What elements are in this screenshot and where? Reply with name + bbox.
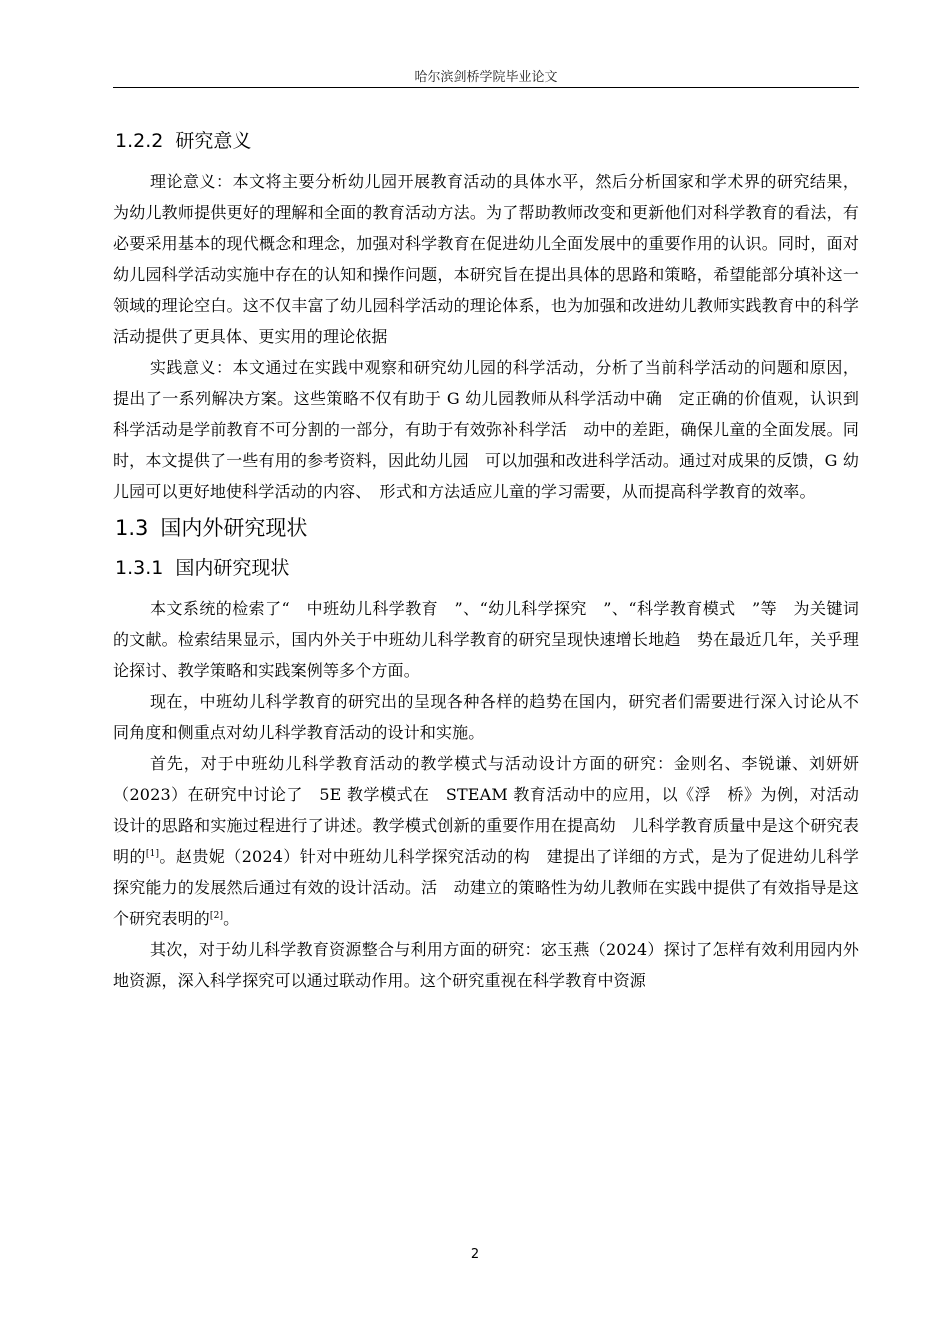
section-title: 国内研究现状: [175, 557, 290, 579]
citation-ref[interactable]: [2]: [209, 911, 224, 921]
paragraph-research-trend: 现在，中班幼儿科学教育的研究出的呈现各种各样的趋势在国内，研究者们需要进行深入讨论从不同角度和侧重点对幼儿科学教育活动的设计和实施。: [113, 692, 859, 742]
section-title: 研究意义: [175, 130, 252, 152]
citation-ref[interactable]: [1]: [145, 849, 160, 859]
paragraph-text: 。赵贵妮（2024）针对中班幼儿科学探究活动的构 建提出了详细的方式，是为了促进幼儿科学探究能力的发展然后通过有效的设计活动。活 动建立的策略性为幼儿教师在实践中提供了有效指导是这个研究表明的: [113, 847, 859, 928]
section-number: 1.3.1: [115, 557, 164, 579]
page-number: 2: [470, 1247, 480, 1262]
section-number: 1.2.2: [115, 130, 164, 152]
section-number: 1.3: [115, 516, 149, 540]
paragraph-theoretical-significance: 理论意义：本文将主要分析幼儿园开展教育活动的具体水平，然后分析国家和学术界的研究结果，为幼儿教师提供更好的理解和全面的教育活动方法。为了帮助教师改变和更新他们对科学教育的看法，有必要采用基本的现代概念和理念，加强对科学教育在促进幼儿全面发展中的重要作用的认识。同时，面对幼儿园科学活动实施中存在的认知和操作问题，本研究旨在提出具体的思路和策略，希望能部分填补这一领域的理论空白。这不仅丰富了幼儿园科学活动的理论体系，也为加强和改进幼儿教师实践教育中的科学活动提供了更具体、更实用的理论依据: [113, 172, 859, 346]
section-heading-1-2-2: [115, 126, 859, 156]
header-rule: [113, 87, 859, 88]
paragraph-literature-search: 本文系统的检索了“ 中班幼儿科学教育 ”、“幼儿科学探究 ”、“科学教育模式 ”等 为关键词的文献。检索结果显示，国内外关于中班幼儿科学教育的研究呈现快速增长地趋 势在最近几年，关乎理论探讨、教学策略和实践案例等多个方面。: [113, 599, 859, 680]
paragraph-text: 首先，对于中班幼儿科学教育活动的教学模式与活动设计方面的研究：金则名、李锐谦、刘妍妍（2023）在研究中讨论了 5E 教学模式在 STEAM 教育活动中的应用，以《浮 桥》为例，对活动设计的思路和实施过程进行了讲述。教学模式创新的重要作用在提高幼 儿科学教育质量中是这个研究表明的: [113, 754, 859, 866]
paragraph-text: 。: [223, 909, 240, 928]
paragraph-resource-integration: 其次，对于幼儿科学教育资源整合与利用方面的研究：宓玉燕（2024）探讨了怎样有效利用园内外地资源，深入科学探究可以通过联动作用。这个研究重视在科学教育中资源: [113, 940, 859, 990]
section-title: 国内外研究现状: [160, 516, 308, 540]
running-header: 哈尔滨剑桥学院毕业论文: [414, 70, 558, 85]
paragraph-practical-significance: 实践意义：本文通过在实践中观察和研究幼儿园的科学活动，分析了当前科学活动的问题和原因，提出了一系列解决方案。这些策略不仅有助于 G 幼儿园教师从科学活动中确 定正确的价值观，认识到科学活动是学前教育不可分割的一部分，有助于有效弥补科学活 动中的差距，确保儿童的全面发展。同时，本文提供了一些有用的参考资料，因此幼儿园 可以加强和改进科学活动。通过对成果的反馈，G 幼儿园可以更好地使科学活动的内容、 形式和方法适应儿童的学习需要，从而提高科学教育的效率。: [113, 358, 859, 501]
section-heading-1-3: [115, 511, 859, 545]
page-body: [113, 118, 859, 996]
section-heading-1-3-1: [115, 553, 859, 583]
paragraph-teaching-models: [113, 748, 859, 934]
